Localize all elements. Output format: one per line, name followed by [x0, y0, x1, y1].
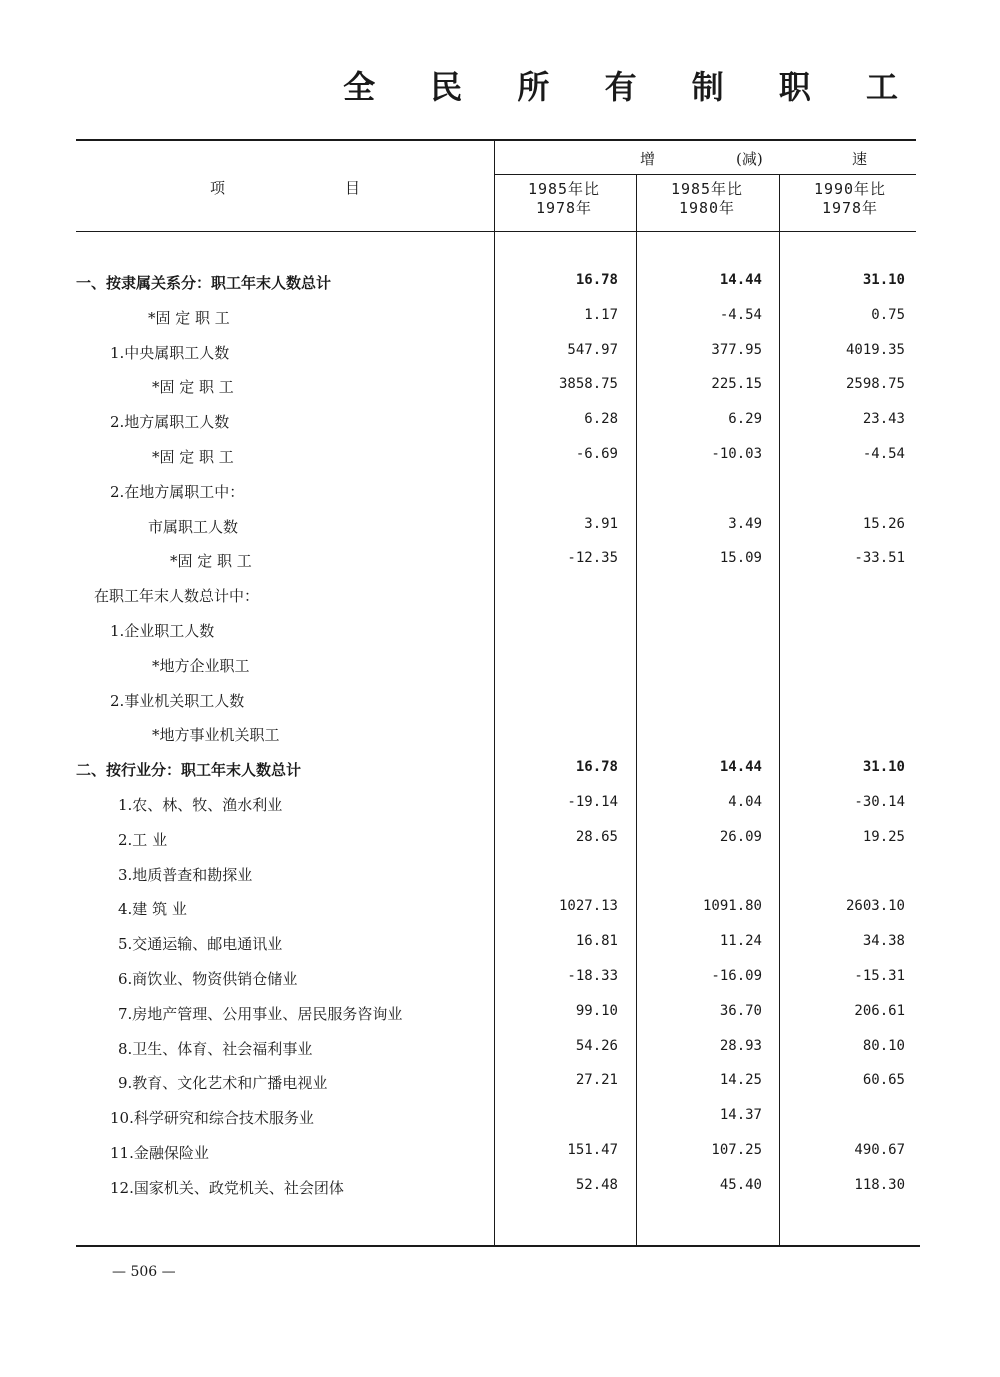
- row-label: 1.企业职工人数: [110, 622, 215, 640]
- table-row: [0, 968, 1000, 1002]
- row-value-col1: 151.47: [567, 1142, 618, 1158]
- row-value-col2: 1091.80: [702, 898, 762, 915]
- row-value-col2: 15.09: [719, 550, 762, 567]
- row-value-col2: 107.25: [711, 1142, 762, 1158]
- row-label: 市属职工人数: [148, 517, 239, 536]
- row-label: 12.国家机关、政党机关、社会团体: [110, 1178, 344, 1197]
- row-value-col2: 11.24: [719, 933, 762, 950]
- table-row: [0, 272, 1000, 306]
- column-header-1-line2: 1978年: [535, 199, 593, 217]
- column-header-1: [494, 180, 634, 218]
- item-header-char-1: 项: [210, 179, 226, 197]
- row-value-col3: 19.25: [862, 828, 905, 845]
- table-row: [0, 1142, 1000, 1176]
- row-value-col3: 31.10: [862, 759, 905, 776]
- row-label: 10.科学研究和综合技术服务业: [110, 1109, 314, 1128]
- table-row: [0, 1072, 1000, 1106]
- row-value-col2: 3.49: [728, 515, 762, 532]
- column-header-2: [637, 180, 777, 218]
- row-value-col3: -4.54: [862, 446, 905, 462]
- row-label: 2.地方属职工人数: [110, 413, 230, 432]
- row-value-col3: -33.51: [854, 550, 905, 567]
- group-header-left: 增: [640, 150, 656, 168]
- item-column-header: [210, 177, 360, 198]
- page-title: 全 民 所 有 制 职 工: [343, 68, 920, 106]
- row-label: *固 定 职 工: [170, 552, 252, 571]
- table-row: [0, 516, 1000, 550]
- table-row: [0, 898, 1000, 932]
- row-value-col3: 2603.10: [845, 898, 905, 915]
- row-value-col2: 28.93: [719, 1037, 762, 1054]
- table-row: [0, 724, 1000, 758]
- row-value-col2: 36.70: [719, 1002, 762, 1019]
- column-header-3-line1: 1990年比: [813, 180, 887, 198]
- row-value-col1: -6.69: [575, 446, 618, 462]
- row-value-col2: 45.40: [719, 1176, 762, 1193]
- table-row: [0, 1107, 1000, 1141]
- row-value-col3: 34.38: [862, 933, 905, 950]
- row-value-col2: 225.15: [711, 376, 762, 393]
- row-value-col2: -10.03: [711, 446, 762, 462]
- row-value-col3: 118.30: [854, 1176, 905, 1193]
- row-value-col2: 26.09: [719, 828, 762, 845]
- table-row: [0, 620, 1000, 654]
- row-value-col3: -30.14: [854, 794, 905, 810]
- row-value-col3: 490.67: [854, 1142, 905, 1158]
- table-row: [0, 481, 1000, 515]
- row-label: *固 定 职 工: [152, 448, 234, 466]
- row-value-col1: 547.97: [567, 341, 618, 358]
- table-row: [0, 411, 1000, 445]
- row-label: 2.工 业: [118, 830, 168, 849]
- row-label: 一、按隶属关系分：职工年末人数总计: [76, 274, 332, 292]
- row-label: 2.在地方属职工中：: [110, 482, 245, 501]
- row-label: 9.教育、文化艺术和广播电视业: [118, 1074, 328, 1093]
- group-header-rule: [494, 174, 916, 175]
- row-label: 11.金融保险业: [110, 1144, 209, 1162]
- table-row: [0, 585, 1000, 619]
- table-row: [0, 550, 1000, 584]
- page-number: — 506 —: [112, 1264, 176, 1280]
- row-value-col1: -18.33: [567, 968, 618, 984]
- column-header-2-line2: 1980年: [678, 199, 736, 217]
- row-label: *地方事业机关职工: [152, 726, 280, 745]
- row-label: 6.商饮业、物资供销仓储业: [118, 970, 298, 988]
- row-value-col1: 28.65: [575, 828, 618, 845]
- row-value-col1: 16.81: [575, 933, 618, 950]
- row-label: 7.房地产管理、公用事业、居民服务咨询业: [118, 1004, 403, 1023]
- table-row: [0, 864, 1000, 898]
- table-row: [0, 933, 1000, 967]
- row-value-col1: -19.14: [567, 794, 618, 810]
- row-value-col3: 4019.35: [845, 341, 905, 358]
- column-header-2-line1: 1985年比: [670, 180, 744, 198]
- table-row: [0, 759, 1000, 793]
- row-label: 二、按行业分：职工年末人数总计: [76, 761, 302, 780]
- row-label: 8.卫生、体育、社会福利事业: [118, 1039, 313, 1058]
- column-header-3: [780, 180, 920, 218]
- row-value-col3: 80.10: [862, 1037, 905, 1054]
- group-header-middle: (减): [736, 150, 763, 168]
- row-value-col1: 6.28: [584, 411, 618, 428]
- row-value-col1: 3858.75: [558, 376, 618, 393]
- table-row: [0, 342, 1000, 376]
- row-label: 4.建 筑 业: [118, 900, 187, 919]
- row-label: 3.地质普查和勘探业: [118, 865, 253, 884]
- row-value-col3: -15.31: [854, 968, 905, 984]
- row-value-col1: 16.78: [575, 759, 618, 776]
- row-value-col2: 6.29: [728, 411, 762, 428]
- item-header-char-2: 目: [344, 179, 360, 197]
- table-row: [0, 1038, 1000, 1072]
- table-row: [0, 376, 1000, 410]
- row-value-col1: 16.78: [575, 272, 618, 288]
- table-row: [0, 794, 1000, 828]
- row-value-col1: 1027.13: [558, 898, 618, 915]
- row-value-col2: 14.44: [719, 759, 762, 776]
- row-label: 在职工年末人数总计中：: [94, 587, 260, 606]
- table-row: [0, 1003, 1000, 1037]
- row-value-col3: 0.75: [871, 306, 905, 323]
- table-row: [0, 1177, 1000, 1211]
- row-label: *固 定 职 工: [148, 308, 230, 327]
- row-value-col2: 14.37: [719, 1107, 762, 1124]
- row-label: 1.农、林、牧、渔水利业: [118, 796, 283, 814]
- table-row: [0, 307, 1000, 341]
- table-bottom-rule: [76, 1245, 920, 1247]
- header-bottom-rule: [76, 231, 916, 232]
- row-label: 2.事业机关职工人数: [110, 691, 245, 710]
- row-value-col3: 60.65: [862, 1072, 905, 1089]
- group-header-right: 速: [852, 150, 868, 168]
- table-top-rule: [76, 139, 916, 141]
- row-value-col2: -16.09: [711, 968, 762, 984]
- row-value-col3: 31.10: [862, 272, 905, 288]
- row-value-col3: 15.26: [862, 515, 905, 532]
- row-value-col2: 14.44: [719, 272, 762, 288]
- row-value-col2: 377.95: [711, 341, 762, 358]
- column-header-1-line1: 1985年比: [527, 180, 601, 198]
- row-value-col1: 99.10: [575, 1002, 618, 1019]
- row-value-col2: -4.54: [719, 306, 762, 323]
- row-value-col3: 2598.75: [845, 376, 905, 393]
- row-label: *固 定 职 工: [152, 378, 234, 397]
- row-label: 1.中央属职工人数: [110, 343, 230, 362]
- table-row: [0, 690, 1000, 724]
- row-label: *地方企业职工: [152, 656, 250, 675]
- row-value-col3: 206.61: [854, 1002, 905, 1019]
- table-row: [0, 446, 1000, 480]
- row-value-col1: 3.91: [584, 515, 618, 532]
- row-value-col2: 4.04: [728, 794, 762, 810]
- row-value-col1: 54.26: [575, 1037, 618, 1054]
- row-value-col1: 27.21: [575, 1072, 618, 1089]
- row-value-col1: -12.35: [567, 550, 618, 567]
- row-value-col2: 14.25: [719, 1072, 762, 1089]
- row-value-col3: 23.43: [862, 411, 905, 428]
- row-value-col1: 1.17: [584, 306, 618, 323]
- table-row: [0, 829, 1000, 863]
- table-row: [0, 655, 1000, 689]
- column-header-3-line2: 1978年: [821, 199, 879, 217]
- row-value-col1: 52.48: [575, 1176, 618, 1193]
- row-label: 5.交通运输、邮电通讯业: [118, 935, 283, 954]
